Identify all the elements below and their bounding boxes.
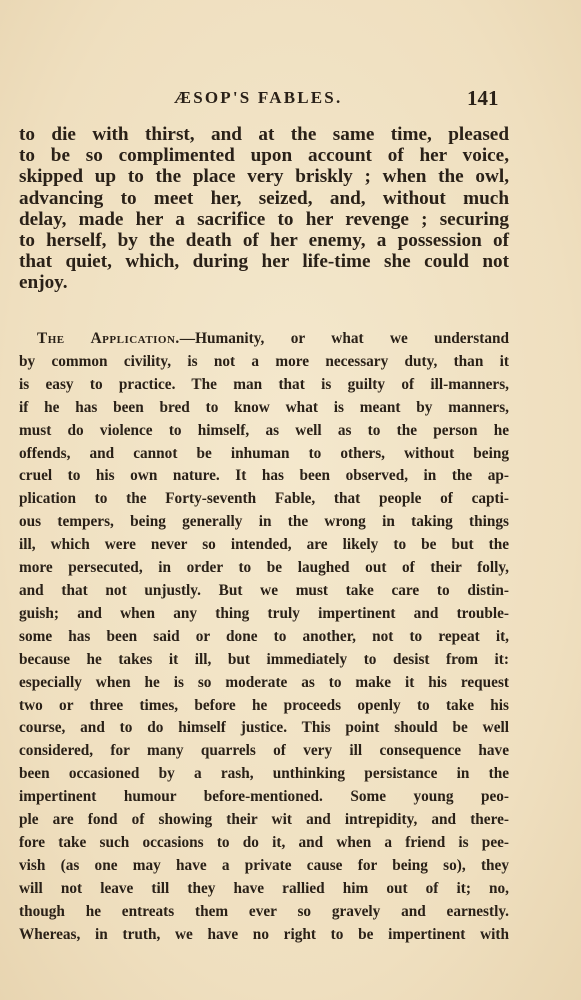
text-line: that quiet, which, during her life-time she could not <box>19 251 509 273</box>
text-line: been occasioned by a rash, unthinking persistance in the <box>19 765 509 783</box>
text-line: delay, made her a sacrifice to her revenge ; securing <box>19 208 509 230</box>
text-line: ill, which were never so intended, are likely to be but the <box>19 536 509 554</box>
text-line: plication to the Forty-seventh Fable, that people of capti- <box>19 490 509 508</box>
text-line: to be so complimented upon account of her voice, <box>19 145 509 167</box>
text-line: to herself, by the death of her enemy, a possession of <box>19 230 509 252</box>
text-line: cruel to his own nature. It has been observed, in the ap- <box>19 467 509 485</box>
text-line: must do violence to himself, as well as to the person he <box>19 421 509 439</box>
page-number: 141 <box>467 86 499 110</box>
text-line: more persecuted, in order to be laughed out of their folly, <box>19 559 509 577</box>
text-line: guish; and when any thing truly impertinent and trouble- <box>19 604 509 622</box>
text-line: two or three times, before he proceeds openly to take his <box>19 696 509 714</box>
text-line: advancing to meet her, seized, and, without much <box>19 187 509 209</box>
text-line: ous tempers, being generally in the wrong in taking things <box>19 513 509 531</box>
text-line: though he entreats them ever so gravely and earnestly. <box>19 902 509 920</box>
text-line: course, and to do himself justice. This point should be well <box>19 719 509 737</box>
text-line: offends, and cannot be inhuman to others, without being <box>19 444 509 462</box>
text-line: if he has been bred to know what is meant by manners, <box>19 398 509 416</box>
running-title: ÆSOP'S FABLES. <box>174 88 343 107</box>
text-line: enjoy. <box>19 272 68 294</box>
text-line: is easy to practice. The man that is guilty of ill-manners, <box>19 375 509 393</box>
text-line: fore take such occasions to do it, and when a friend is pee- <box>19 833 509 851</box>
text-line: by common civility, is not a more necessary duty, than it <box>19 352 509 370</box>
text-line: and that not unjustly. But we must take care to distin- <box>19 581 509 599</box>
application-first-line <box>19 328 509 351</box>
fable-text <box>19 124 509 294</box>
text-line: to die with thirst, and at the same time, pleased <box>19 124 509 145</box>
text-line: ple are fond of showing their wit and intrepidity, and there- <box>19 811 509 829</box>
application-heading: The Application. <box>37 330 180 347</box>
text-line: skipped up to the place very briskly ; when the owl, <box>19 166 509 188</box>
text-line: vish (as one may have a private cause for being so), they <box>19 856 509 874</box>
text-line: impertinent humour before-mentioned. Some young peo- <box>19 788 509 806</box>
text-line: Whereas, in truth, we have no right to be impertinent with <box>19 925 509 943</box>
application-first-line-text: —Humanity, or what we understand <box>179 330 509 347</box>
text-line: especially when he is so moderate as to make it his request <box>19 673 509 691</box>
application-paragraph <box>19 328 509 946</box>
text-line: considered, for many quarrels of very ill consequence have <box>19 742 509 760</box>
text-line: will not leave till they have rallied him out of it; no, <box>19 879 509 897</box>
page-header <box>0 86 581 116</box>
text-line: because he takes it ill, but immediately to desist from it: <box>19 650 509 668</box>
text-line: some has been said or done to another, not to repeat it, <box>19 627 509 645</box>
